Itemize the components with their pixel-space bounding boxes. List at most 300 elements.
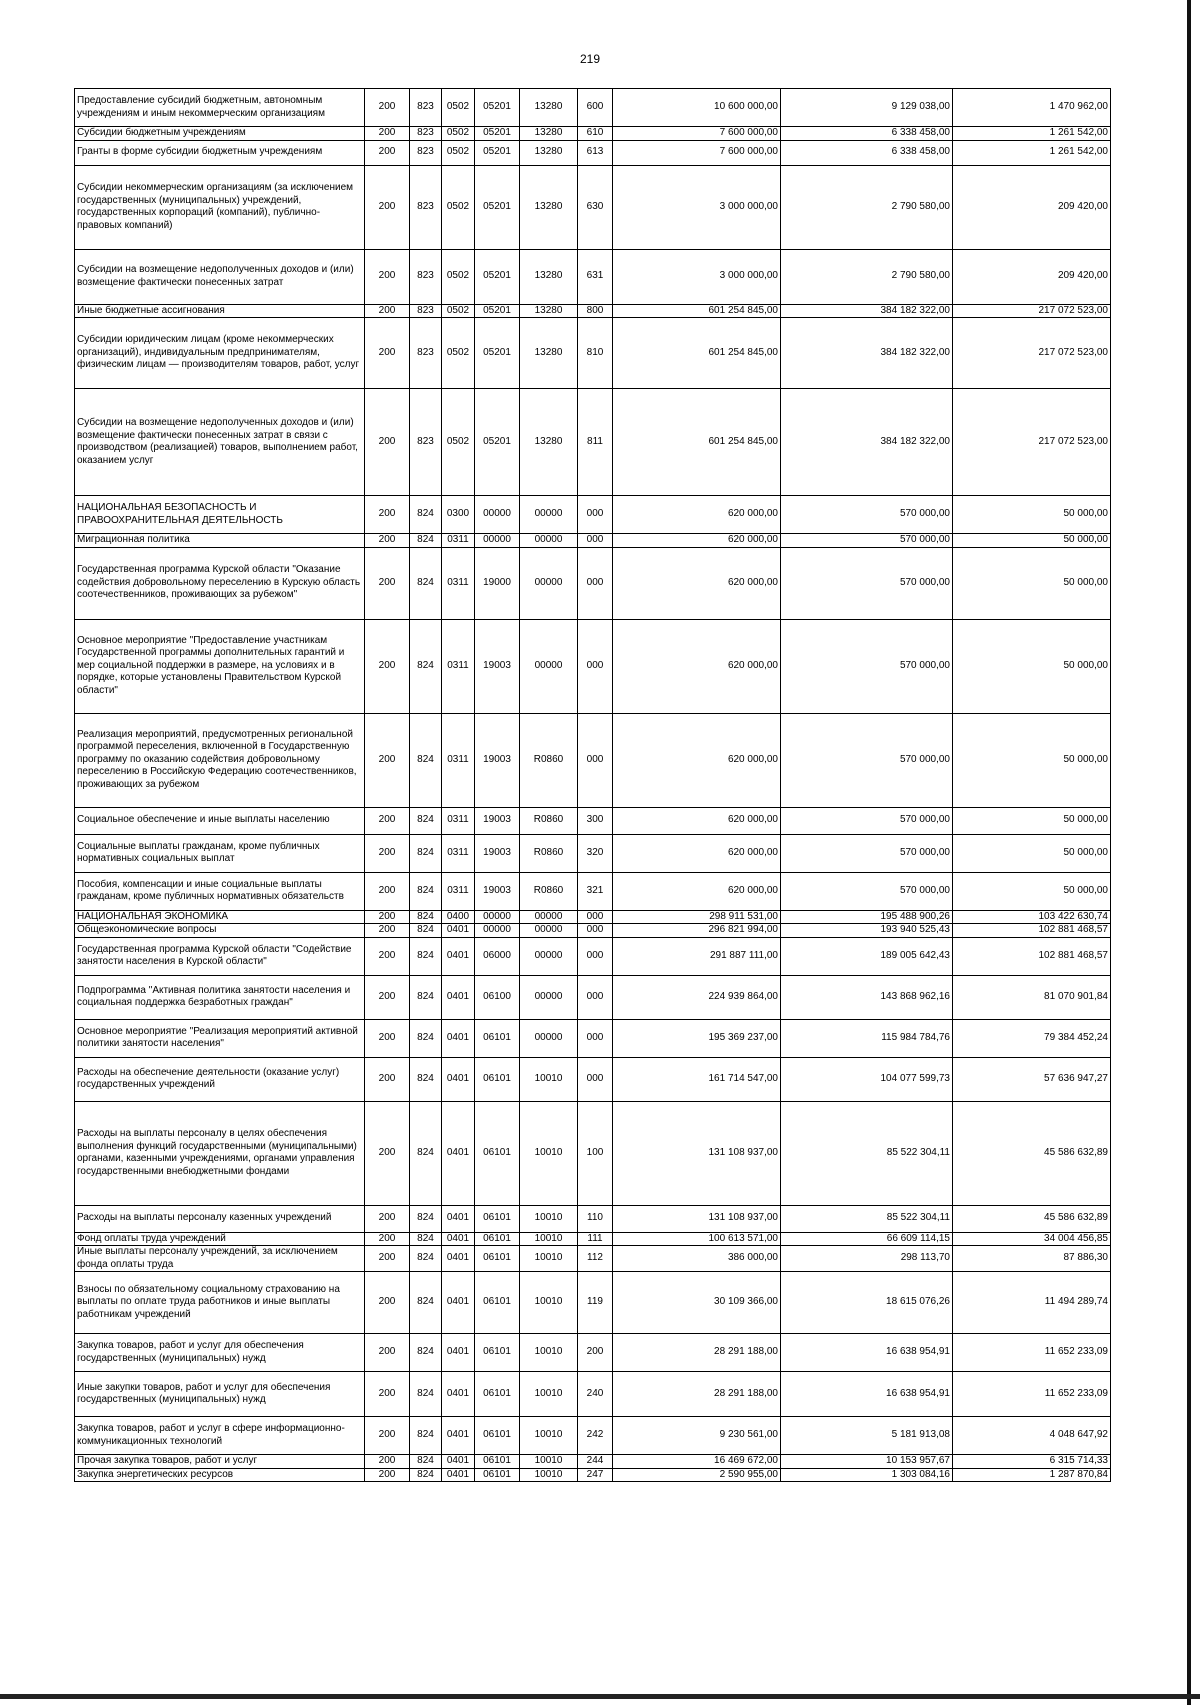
code-glava: 200 bbox=[365, 910, 410, 924]
code-section: 0401 bbox=[442, 1057, 475, 1101]
code-glava: 200 bbox=[365, 1417, 410, 1455]
amount-planned: 2 590 955,00 bbox=[613, 1468, 781, 1482]
amount-remaining: 79 384 452,24 bbox=[953, 1019, 1111, 1057]
code-program: 06101 bbox=[475, 1417, 520, 1455]
row-description: Субсидии на возмещение недополученных доходов и (или) возмещение фактически понесенных затрат в связи с производством (реализацией) товаров, выполнением работ, оказанием услуг bbox=[75, 389, 365, 496]
amount-remaining: 4 048 647,92 bbox=[953, 1417, 1111, 1455]
code-section: 0300 bbox=[442, 496, 475, 534]
code-ministry: 823 bbox=[410, 389, 442, 496]
code-expense-type: 247 bbox=[578, 1468, 613, 1482]
code-glava: 200 bbox=[365, 1232, 410, 1246]
code-section: 0311 bbox=[442, 619, 475, 713]
code-ministry: 824 bbox=[410, 1417, 442, 1455]
code-direction: 00000 bbox=[520, 547, 578, 619]
code-direction: 13280 bbox=[520, 89, 578, 127]
amount-executed: 570 000,00 bbox=[781, 713, 953, 807]
code-expense-type: 000 bbox=[578, 534, 613, 548]
code-glava: 200 bbox=[365, 496, 410, 534]
amount-executed: 18 615 076,26 bbox=[781, 1272, 953, 1334]
code-direction: 00000 bbox=[520, 975, 578, 1019]
code-section: 0502 bbox=[442, 304, 475, 318]
code-section: 0502 bbox=[442, 249, 475, 304]
table-row bbox=[75, 975, 1111, 1019]
amount-planned: 620 000,00 bbox=[613, 872, 781, 910]
code-program: 06000 bbox=[475, 937, 520, 975]
code-section: 0502 bbox=[442, 140, 475, 165]
code-glava: 200 bbox=[365, 304, 410, 318]
code-ministry: 823 bbox=[410, 165, 442, 249]
row-description: Закупка энергетических ресурсов bbox=[75, 1468, 365, 1482]
code-expense-type: 610 bbox=[578, 127, 613, 141]
amount-executed: 16 638 954,91 bbox=[781, 1372, 953, 1417]
code-direction: 13280 bbox=[520, 304, 578, 318]
table-row bbox=[75, 496, 1111, 534]
amount-planned: 291 887 111,00 bbox=[613, 937, 781, 975]
amount-executed: 570 000,00 bbox=[781, 807, 953, 834]
amount-planned: 620 000,00 bbox=[613, 534, 781, 548]
amount-executed: 2 790 580,00 bbox=[781, 165, 953, 249]
code-glava: 200 bbox=[365, 127, 410, 141]
code-glava: 200 bbox=[365, 249, 410, 304]
code-ministry: 824 bbox=[410, 937, 442, 975]
code-ministry: 824 bbox=[410, 872, 442, 910]
table-row bbox=[75, 1057, 1111, 1101]
code-section: 0311 bbox=[442, 713, 475, 807]
table-row bbox=[75, 1019, 1111, 1057]
code-direction: 13280 bbox=[520, 165, 578, 249]
code-glava: 200 bbox=[365, 1057, 410, 1101]
code-expense-type: 000 bbox=[578, 496, 613, 534]
amount-planned: 224 939 864,00 bbox=[613, 975, 781, 1019]
code-expense-type: 613 bbox=[578, 140, 613, 165]
code-direction: 00000 bbox=[520, 937, 578, 975]
code-program: 19003 bbox=[475, 713, 520, 807]
code-glava: 200 bbox=[365, 165, 410, 249]
code-program: 19003 bbox=[475, 872, 520, 910]
row-description: Иные бюджетные ассигнования bbox=[75, 304, 365, 318]
amount-remaining: 1 470 962,00 bbox=[953, 89, 1111, 127]
code-glava: 200 bbox=[365, 547, 410, 619]
table-row bbox=[75, 1468, 1111, 1482]
code-direction: 00000 bbox=[520, 496, 578, 534]
code-program: 06101 bbox=[475, 1372, 520, 1417]
code-ministry: 824 bbox=[410, 1101, 442, 1205]
code-direction: 10010 bbox=[520, 1455, 578, 1469]
amount-planned: 16 469 672,00 bbox=[613, 1455, 781, 1469]
row-description: Расходы на обеспечение деятельности (оказание услуг) государственных учреждений bbox=[75, 1057, 365, 1101]
code-direction: 10010 bbox=[520, 1372, 578, 1417]
amount-executed: 85 522 304,11 bbox=[781, 1101, 953, 1205]
table-row bbox=[75, 834, 1111, 872]
table-row bbox=[75, 937, 1111, 975]
code-program: 05201 bbox=[475, 389, 520, 496]
code-direction: 10010 bbox=[520, 1101, 578, 1205]
code-program: 00000 bbox=[475, 496, 520, 534]
code-direction: 13280 bbox=[520, 389, 578, 496]
code-ministry: 824 bbox=[410, 713, 442, 807]
code-program: 19003 bbox=[475, 807, 520, 834]
table-row bbox=[75, 1246, 1111, 1272]
code-expense-type: 811 bbox=[578, 389, 613, 496]
amount-planned: 298 911 531,00 bbox=[613, 910, 781, 924]
amount-executed: 384 182 322,00 bbox=[781, 389, 953, 496]
code-expense-type: 000 bbox=[578, 713, 613, 807]
amount-remaining: 50 000,00 bbox=[953, 534, 1111, 548]
amount-planned: 3 000 000,00 bbox=[613, 165, 781, 249]
code-expense-type: 112 bbox=[578, 1246, 613, 1272]
amount-remaining: 1 261 542,00 bbox=[953, 127, 1111, 141]
row-description: Общеэкономические вопросы bbox=[75, 924, 365, 938]
code-direction: 13280 bbox=[520, 318, 578, 389]
code-direction: 10010 bbox=[520, 1417, 578, 1455]
amount-remaining: 57 636 947,27 bbox=[953, 1057, 1111, 1101]
code-expense-type: 320 bbox=[578, 834, 613, 872]
amount-executed: 298 113,70 bbox=[781, 1246, 953, 1272]
code-program: 05201 bbox=[475, 165, 520, 249]
table-row bbox=[75, 140, 1111, 165]
row-description: Гранты в форме субсидии бюджетным учреждениям bbox=[75, 140, 365, 165]
code-ministry: 824 bbox=[410, 807, 442, 834]
row-description: НАЦИОНАЛЬНАЯ ЭКОНОМИКА bbox=[75, 910, 365, 924]
amount-planned: 620 000,00 bbox=[613, 834, 781, 872]
code-expense-type: 242 bbox=[578, 1417, 613, 1455]
code-glava: 200 bbox=[365, 389, 410, 496]
budget-table bbox=[74, 88, 1111, 1482]
amount-remaining: 87 886,30 bbox=[953, 1246, 1111, 1272]
amount-executed: 195 488 900,26 bbox=[781, 910, 953, 924]
code-program: 00000 bbox=[475, 924, 520, 938]
amount-remaining: 1 261 542,00 bbox=[953, 140, 1111, 165]
page-edge-bottom bbox=[0, 1694, 1200, 1699]
code-expense-type: 600 bbox=[578, 89, 613, 127]
amount-planned: 28 291 188,00 bbox=[613, 1334, 781, 1372]
code-direction: 00000 bbox=[520, 1019, 578, 1057]
code-glava: 200 bbox=[365, 1246, 410, 1272]
code-ministry: 824 bbox=[410, 534, 442, 548]
code-program: 19000 bbox=[475, 547, 520, 619]
table-row bbox=[75, 1232, 1111, 1246]
row-description: Фонд оплаты труда учреждений bbox=[75, 1232, 365, 1246]
amount-remaining: 209 420,00 bbox=[953, 249, 1111, 304]
code-glava: 200 bbox=[365, 1272, 410, 1334]
amount-remaining: 45 586 632,89 bbox=[953, 1205, 1111, 1232]
code-program: 05201 bbox=[475, 127, 520, 141]
table-row bbox=[75, 249, 1111, 304]
row-description: Подпрограмма "Активная политика занятости населения и социальная поддержка безработных граждан" bbox=[75, 975, 365, 1019]
code-direction: 00000 bbox=[520, 534, 578, 548]
code-glava: 200 bbox=[365, 1205, 410, 1232]
table-row bbox=[75, 165, 1111, 249]
code-expense-type: 630 bbox=[578, 165, 613, 249]
row-description: Миграционная политика bbox=[75, 534, 365, 548]
amount-planned: 3 000 000,00 bbox=[613, 249, 781, 304]
amount-executed: 5 181 913,08 bbox=[781, 1417, 953, 1455]
row-description: Государственная программа Курской области "Содействие занятости населения в Курской области" bbox=[75, 937, 365, 975]
code-section: 0311 bbox=[442, 834, 475, 872]
code-direction: R0860 bbox=[520, 713, 578, 807]
code-expense-type: 000 bbox=[578, 547, 613, 619]
amount-executed: 6 338 458,00 bbox=[781, 140, 953, 165]
code-direction: R0860 bbox=[520, 807, 578, 834]
amount-executed: 384 182 322,00 bbox=[781, 318, 953, 389]
code-section: 0400 bbox=[442, 910, 475, 924]
code-expense-type: 240 bbox=[578, 1372, 613, 1417]
table-row bbox=[75, 910, 1111, 924]
code-section: 0401 bbox=[442, 1468, 475, 1482]
code-ministry: 824 bbox=[410, 1057, 442, 1101]
code-direction: 10010 bbox=[520, 1057, 578, 1101]
code-glava: 200 bbox=[365, 318, 410, 389]
code-glava: 200 bbox=[365, 1455, 410, 1469]
code-expense-type: 800 bbox=[578, 304, 613, 318]
amount-remaining: 34 004 456,85 bbox=[953, 1232, 1111, 1246]
code-ministry: 823 bbox=[410, 127, 442, 141]
amount-executed: 104 077 599,73 bbox=[781, 1057, 953, 1101]
code-section: 0502 bbox=[442, 89, 475, 127]
code-program: 05201 bbox=[475, 89, 520, 127]
code-ministry: 823 bbox=[410, 249, 442, 304]
code-program: 06101 bbox=[475, 1455, 520, 1469]
code-section: 0502 bbox=[442, 127, 475, 141]
code-expense-type: 321 bbox=[578, 872, 613, 910]
code-direction: 10010 bbox=[520, 1272, 578, 1334]
code-glava: 200 bbox=[365, 1101, 410, 1205]
amount-remaining: 50 000,00 bbox=[953, 872, 1111, 910]
table-row bbox=[75, 1372, 1111, 1417]
amount-planned: 131 108 937,00 bbox=[613, 1205, 781, 1232]
code-program: 06100 bbox=[475, 975, 520, 1019]
code-section: 0502 bbox=[442, 389, 475, 496]
row-description: Субсидии некоммерческим организациям (за исключением государственных (муниципальных) учреждений, государственных корпораций (компаний), публично-правовых компаний) bbox=[75, 165, 365, 249]
table-row bbox=[75, 872, 1111, 910]
amount-executed: 85 522 304,11 bbox=[781, 1205, 953, 1232]
amount-remaining: 50 000,00 bbox=[953, 834, 1111, 872]
code-section: 0502 bbox=[442, 165, 475, 249]
code-section: 0311 bbox=[442, 807, 475, 834]
table-row bbox=[75, 1101, 1111, 1205]
row-description: Расходы на выплаты персоналу в целях обеспечения выполнения функций государственными (муниципальными) органами, казенными учреждениями, органами управления государственными внебюджетными фондами bbox=[75, 1101, 365, 1205]
amount-planned: 601 254 845,00 bbox=[613, 389, 781, 496]
code-program: 05201 bbox=[475, 304, 520, 318]
code-program: 05201 bbox=[475, 249, 520, 304]
amount-remaining: 50 000,00 bbox=[953, 547, 1111, 619]
code-ministry: 824 bbox=[410, 1019, 442, 1057]
code-ministry: 824 bbox=[410, 619, 442, 713]
code-direction: 10010 bbox=[520, 1468, 578, 1482]
code-section: 0311 bbox=[442, 534, 475, 548]
code-expense-type: 000 bbox=[578, 619, 613, 713]
table-row bbox=[75, 1205, 1111, 1232]
table-row bbox=[75, 1272, 1111, 1334]
code-ministry: 824 bbox=[410, 1232, 442, 1246]
code-direction: 10010 bbox=[520, 1334, 578, 1372]
amount-executed: 1 303 084,16 bbox=[781, 1468, 953, 1482]
amount-planned: 386 000,00 bbox=[613, 1246, 781, 1272]
amount-remaining: 11 652 233,09 bbox=[953, 1334, 1111, 1372]
amount-executed: 9 129 038,00 bbox=[781, 89, 953, 127]
code-direction: 13280 bbox=[520, 127, 578, 141]
code-ministry: 824 bbox=[410, 1372, 442, 1417]
amount-executed: 570 000,00 bbox=[781, 834, 953, 872]
code-ministry: 824 bbox=[410, 1205, 442, 1232]
code-program: 19003 bbox=[475, 834, 520, 872]
table-row bbox=[75, 534, 1111, 548]
amount-executed: 6 338 458,00 bbox=[781, 127, 953, 141]
code-glava: 200 bbox=[365, 534, 410, 548]
page-number: 219 bbox=[580, 52, 601, 66]
amount-planned: 7 600 000,00 bbox=[613, 127, 781, 141]
code-glava: 200 bbox=[365, 937, 410, 975]
code-direction: 10010 bbox=[520, 1232, 578, 1246]
row-description: Иные закупки товаров, работ и услуг для обеспечения государственных (муниципальных) нужд bbox=[75, 1372, 365, 1417]
code-expense-type: 110 bbox=[578, 1205, 613, 1232]
code-program: 06101 bbox=[475, 1232, 520, 1246]
amount-planned: 7 600 000,00 bbox=[613, 140, 781, 165]
code-ministry: 823 bbox=[410, 89, 442, 127]
amount-planned: 30 109 366,00 bbox=[613, 1272, 781, 1334]
code-program: 06101 bbox=[475, 1468, 520, 1482]
row-description: Субсидии юридическим лицам (кроме некоммерческих организаций), индивидуальным предпринимателям, физическим лицам — производителям товаров, работ, услуг bbox=[75, 318, 365, 389]
code-ministry: 824 bbox=[410, 1468, 442, 1482]
amount-executed: 570 000,00 bbox=[781, 534, 953, 548]
code-expense-type: 810 bbox=[578, 318, 613, 389]
code-section: 0401 bbox=[442, 975, 475, 1019]
code-program: 19003 bbox=[475, 619, 520, 713]
table-row bbox=[75, 318, 1111, 389]
code-section: 0401 bbox=[442, 1019, 475, 1057]
row-description: Пособия, компенсации и иные социальные выплаты гражданам, кроме публичных нормативных обязательств bbox=[75, 872, 365, 910]
code-direction: 13280 bbox=[520, 140, 578, 165]
code-direction: R0860 bbox=[520, 834, 578, 872]
row-description: Расходы на выплаты персоналу казенных учреждений bbox=[75, 1205, 365, 1232]
amount-executed: 570 000,00 bbox=[781, 872, 953, 910]
amount-executed: 16 638 954,91 bbox=[781, 1334, 953, 1372]
code-glava: 200 bbox=[365, 924, 410, 938]
amount-executed: 143 868 962,16 bbox=[781, 975, 953, 1019]
table-row bbox=[75, 127, 1111, 141]
amount-remaining: 6 315 714,33 bbox=[953, 1455, 1111, 1469]
code-section: 0401 bbox=[442, 1455, 475, 1469]
amount-remaining: 50 000,00 bbox=[953, 619, 1111, 713]
amount-executed: 193 940 525,43 bbox=[781, 924, 953, 938]
amount-planned: 601 254 845,00 bbox=[613, 318, 781, 389]
row-description: Взносы по обязательному социальному страхованию на выплаты по оплате труда работников и иные выплаты работникам учреждений bbox=[75, 1272, 365, 1334]
code-expense-type: 000 bbox=[578, 1057, 613, 1101]
code-glava: 200 bbox=[365, 975, 410, 1019]
amount-executed: 570 000,00 bbox=[781, 619, 953, 713]
amount-remaining: 50 000,00 bbox=[953, 807, 1111, 834]
code-section: 0401 bbox=[442, 1246, 475, 1272]
amount-remaining: 217 072 523,00 bbox=[953, 389, 1111, 496]
code-section: 0401 bbox=[442, 924, 475, 938]
table-row bbox=[75, 547, 1111, 619]
code-section: 0401 bbox=[442, 1334, 475, 1372]
code-program: 05201 bbox=[475, 140, 520, 165]
code-ministry: 824 bbox=[410, 910, 442, 924]
code-glava: 200 bbox=[365, 872, 410, 910]
table-row bbox=[75, 1334, 1111, 1372]
amount-planned: 620 000,00 bbox=[613, 619, 781, 713]
amount-planned: 100 613 571,00 bbox=[613, 1232, 781, 1246]
amount-remaining: 50 000,00 bbox=[953, 496, 1111, 534]
amount-planned: 601 254 845,00 bbox=[613, 304, 781, 318]
code-ministry: 824 bbox=[410, 1455, 442, 1469]
amount-executed: 570 000,00 bbox=[781, 547, 953, 619]
code-section: 0502 bbox=[442, 318, 475, 389]
code-expense-type: 000 bbox=[578, 924, 613, 938]
code-direction: 00000 bbox=[520, 910, 578, 924]
table-row bbox=[75, 89, 1111, 127]
code-program: 00000 bbox=[475, 534, 520, 548]
row-description: Субсидии на возмещение недополученных доходов и (или) возмещение фактически понесенных затрат bbox=[75, 249, 365, 304]
code-direction: 00000 bbox=[520, 924, 578, 938]
amount-planned: 296 821 994,00 bbox=[613, 924, 781, 938]
code-ministry: 824 bbox=[410, 1334, 442, 1372]
amount-planned: 131 108 937,00 bbox=[613, 1101, 781, 1205]
amount-planned: 620 000,00 bbox=[613, 713, 781, 807]
amount-planned: 9 230 561,00 bbox=[613, 1417, 781, 1455]
code-expense-type: 631 bbox=[578, 249, 613, 304]
row-description: Закупка товаров, работ и услуг в сфере информационно-коммуникационных технологий bbox=[75, 1417, 365, 1455]
code-glava: 200 bbox=[365, 1019, 410, 1057]
table-row bbox=[75, 807, 1111, 834]
row-description: Предоставление субсидий бюджетным, автономным учреждениям и иным некоммерческим организациям bbox=[75, 89, 365, 127]
row-description: Основное мероприятие "Реализация мероприятий активной политики занятости населения" bbox=[75, 1019, 365, 1057]
code-glava: 200 bbox=[365, 807, 410, 834]
code-program: 05201 bbox=[475, 318, 520, 389]
amount-remaining: 11 494 289,74 bbox=[953, 1272, 1111, 1334]
code-glava: 200 bbox=[365, 1468, 410, 1482]
amount-planned: 10 600 000,00 bbox=[613, 89, 781, 127]
amount-remaining: 209 420,00 bbox=[953, 165, 1111, 249]
table-row bbox=[75, 619, 1111, 713]
code-expense-type: 111 bbox=[578, 1232, 613, 1246]
budget-table-body bbox=[75, 89, 1111, 1482]
amount-remaining: 11 652 233,09 bbox=[953, 1372, 1111, 1417]
table-row bbox=[75, 924, 1111, 938]
table-row bbox=[75, 1455, 1111, 1469]
code-glava: 200 bbox=[365, 1334, 410, 1372]
code-expense-type: 244 bbox=[578, 1455, 613, 1469]
code-ministry: 824 bbox=[410, 1246, 442, 1272]
code-section: 0311 bbox=[442, 547, 475, 619]
amount-executed: 66 609 114,15 bbox=[781, 1232, 953, 1246]
amount-executed: 384 182 322,00 bbox=[781, 304, 953, 318]
code-program: 00000 bbox=[475, 910, 520, 924]
row-description: Реализация мероприятий, предусмотренных региональной программой переселения, включенной в Государственную программу по оказанию содействия добровольному переселению в Российскую Федерацию соотечественников, проживающих за рубежом bbox=[75, 713, 365, 807]
code-program: 06101 bbox=[475, 1101, 520, 1205]
code-glava: 200 bbox=[365, 619, 410, 713]
code-section: 0401 bbox=[442, 1272, 475, 1334]
code-direction: 10010 bbox=[520, 1205, 578, 1232]
row-description: Государственная программа Курской области "Оказание содействия добровольному переселению в Курскую область соотечественников, проживающих за рубежом" bbox=[75, 547, 365, 619]
amount-remaining: 81 070 901,84 bbox=[953, 975, 1111, 1019]
code-program: 06101 bbox=[475, 1334, 520, 1372]
row-description: Закупка товаров, работ и услуг для обеспечения государственных (муниципальных) нужд bbox=[75, 1334, 365, 1372]
code-ministry: 824 bbox=[410, 834, 442, 872]
table-row bbox=[75, 713, 1111, 807]
code-section: 0401 bbox=[442, 1101, 475, 1205]
amount-executed: 115 984 784,76 bbox=[781, 1019, 953, 1057]
code-program: 06101 bbox=[475, 1246, 520, 1272]
row-description: Социальные выплаты гражданам, кроме публичных нормативных социальных выплат bbox=[75, 834, 365, 872]
amount-remaining: 1 287 870,84 bbox=[953, 1468, 1111, 1482]
code-ministry: 824 bbox=[410, 1272, 442, 1334]
code-ministry: 824 bbox=[410, 496, 442, 534]
code-ministry: 824 bbox=[410, 975, 442, 1019]
code-program: 06101 bbox=[475, 1019, 520, 1057]
amount-remaining: 45 586 632,89 bbox=[953, 1101, 1111, 1205]
